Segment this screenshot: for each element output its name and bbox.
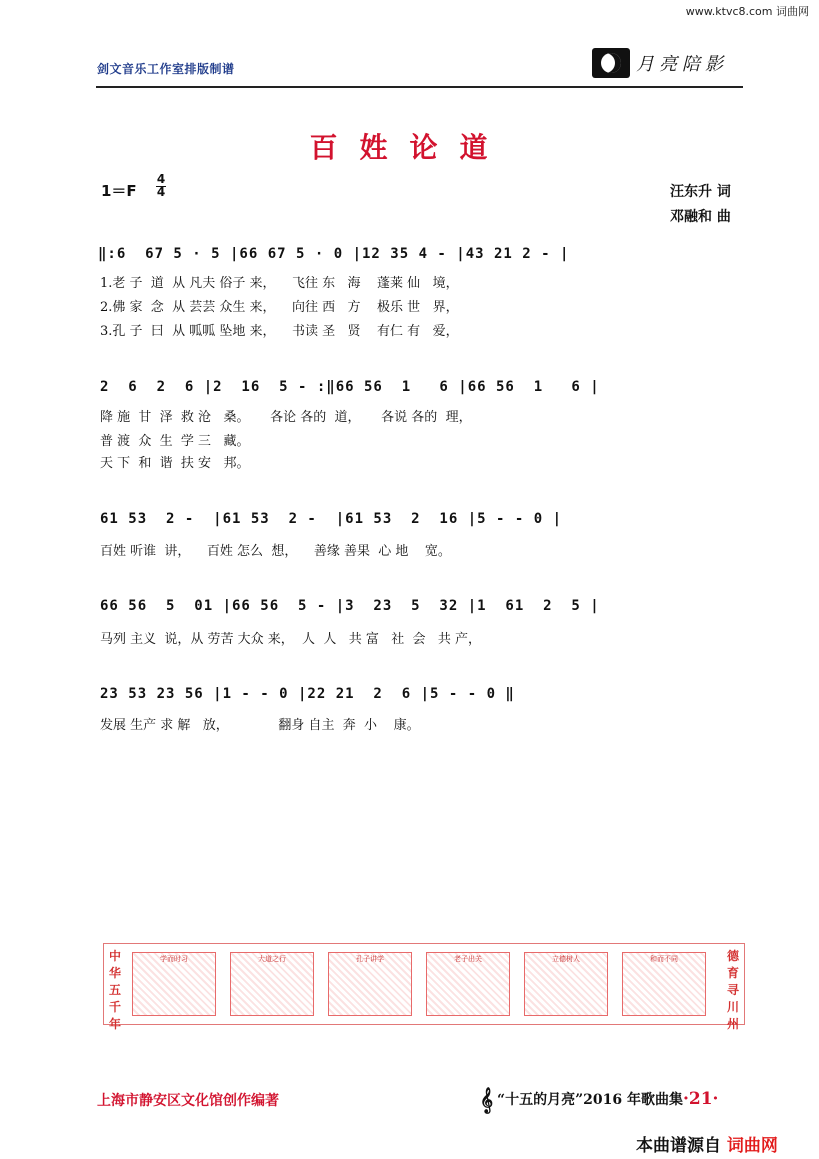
lyric-line-2-2: 普 渡 众 生 学 三 藏。 (100, 434, 250, 449)
book-name: “十五的月亮”2016 年歌曲集 (497, 1092, 683, 1108)
lyric-line-1-1: 1.老 子 道 从 凡夫 俗子 来， 飞往 东 海 蓬莱 仙 境， (100, 276, 459, 291)
site-watermark: www.ktvc8.com 词曲网 (685, 5, 809, 18)
lyric-line-2-3: 天 下 和 谐 扶 安 邦。 (100, 456, 250, 471)
song-title: 百姓论道 (309, 131, 510, 164)
music-line-5: 23 53 23 56 |1 - - 0 |22 21 2 6 |5 - - 0 ‖ (100, 686, 515, 702)
lyric-line-1-2: 2.佛 家 念 从 芸芸 众生 来， 向往 西 方 极乐 世 界， (100, 300, 459, 315)
lyric-line-3-1: 百姓 听谁 讲， 百姓 怎么 想， 善缘 善果 心 地 宽。 (100, 544, 451, 559)
composer: 邓融和 曲 (670, 209, 731, 225)
papercut-panel (132, 952, 216, 1016)
papercut-panel (328, 952, 412, 1016)
panel-title: 学而时习 (160, 955, 188, 963)
music-line-4: 66 56 5 01 |66 56 5 - |3 23 5 32 |1 61 2 5 | (100, 598, 600, 614)
lyric-line-5-1: 发展 生产 求 解 放， 翻身 自主 奔 小 康。 (100, 718, 420, 733)
papercut-panel (622, 952, 706, 1016)
music-line-3: 61 53 2 - |61 53 2 - |61 53 2 16 |5 - - 0 | (100, 511, 563, 527)
panel-title: 大道之行 (258, 955, 286, 963)
panel-title: 老子出关 (454, 955, 482, 963)
brand-name: 月亮陪影 (636, 54, 728, 75)
papercut-banner (103, 943, 745, 1031)
publisher: 上海市静安区文化馆创作编著 (97, 1093, 279, 1109)
papercut-panel (230, 952, 314, 1016)
lyric-line-2-1: 降 施 甘 泽 救 沧 桑。 各论 各的 道， 各说 各的 理， (100, 410, 472, 425)
lyric-line-4-1: 马列 主义 说，从 劳苦 大众 来， 人 人 共 富 社 会 共 产， (100, 632, 482, 647)
lyricist: 汪东升 词 (670, 184, 731, 200)
source-label: 本曲谱源自 (636, 1136, 721, 1156)
brand-logo (592, 46, 742, 80)
panel-title: 立德树人 (552, 955, 580, 963)
papercut-panel (524, 952, 608, 1016)
time-numerator: 4 (156, 172, 166, 186)
banner-left-text: 中华五千年 (108, 949, 121, 1031)
panel-title: 和而不同 (650, 955, 678, 963)
lyric-line-1-3: 3.孔 子 曰 从 呱呱 坠地 来， 书读 圣 贤 有仁 有 爱， (100, 324, 459, 339)
treble-clef-icon: 𝄞 (480, 1087, 494, 1113)
time-denominator: 4 (156, 185, 166, 199)
music-line-2: 2 6 2 6 |2 16 5 - :‖66 56 1 6 |66 56 1 6 | (100, 379, 600, 395)
page-number: ·21· (682, 1089, 719, 1109)
moon-logo-icon (592, 48, 630, 78)
music-line-1: ‖:6 67 5 · 5 |66 67 5 · 0 |12 35 4 - |43 21 2 - | (98, 246, 570, 262)
book-title (480, 1087, 718, 1113)
key-signature: 1＝F (101, 182, 137, 200)
papercut-panel (426, 952, 510, 1016)
banner-right-text: 德育寻川州 (726, 949, 739, 1031)
time-signature (156, 174, 166, 198)
source-site: 词曲网 (726, 1136, 778, 1156)
header-rule (96, 86, 743, 88)
studio-credit: 剑文音乐工作室排版制谱 (97, 62, 235, 76)
source-credit (636, 1131, 778, 1156)
panel-title: 孔子讲学 (356, 955, 384, 963)
